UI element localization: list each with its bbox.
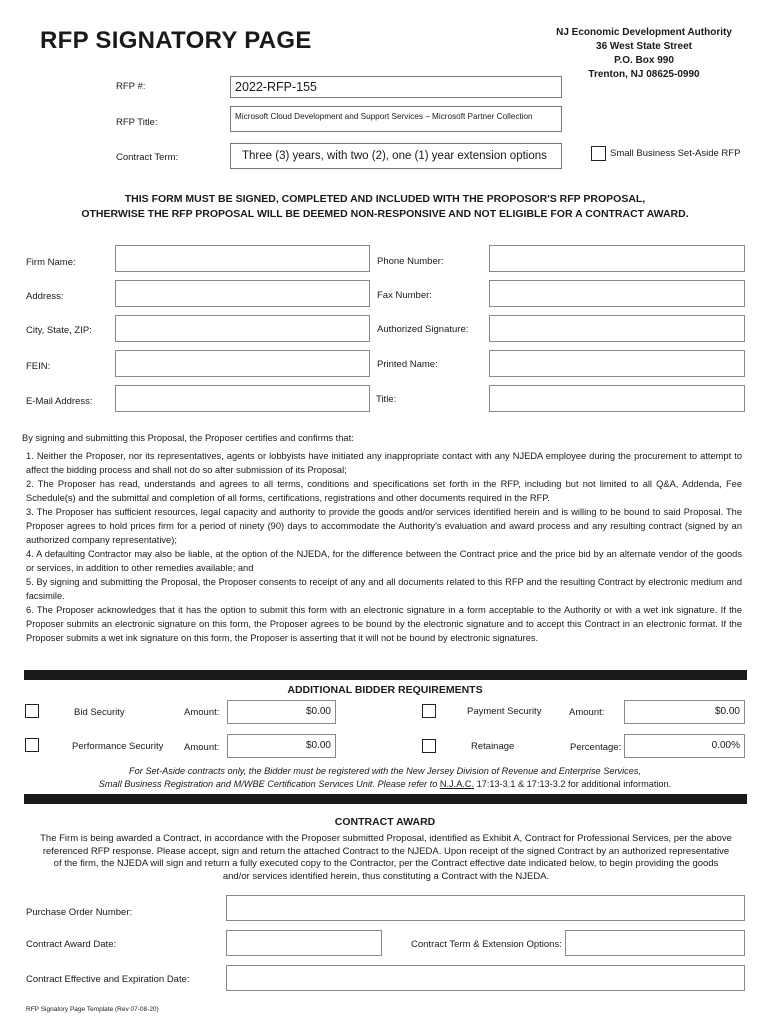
set-aside-note-line-1: For Set-Aside contracts only, the Bidder must be registered with the New Jersey Division of Revenue and Enterprise Services,	[128, 766, 641, 776]
performance-amount-field[interactable]: $0.00	[227, 734, 336, 758]
rfp-title-field[interactable]: Microsoft Cloud Development and Support Services – Microsoft Partner Collection	[230, 106, 562, 132]
email-label: E-Mail Address:	[26, 396, 93, 407]
bid-amount-label: Amount:	[184, 707, 220, 718]
org-street: 36 West State Street	[596, 41, 692, 52]
bid-security-label: Bid Security	[74, 707, 125, 718]
phone-label: Phone Number:	[377, 256, 444, 267]
certification-intro: By signing and submitting this Proposal, the Proposer certifies and confirms that:	[22, 433, 354, 443]
certification-item: 6. The Proposer acknowledges that it has the option to submit this form with an electronic signature in a form acceptable to the Authority or with a wet ink signature. If the Proposer submits an electronic signature on this form, the Proposer agrees to be bound by the electronic signature and to accept this Contract in an electronic format. If the Proposer submits a wet ink signature on this form, the Proposer is asserting that it will not be bound by electronic signatures.	[26, 605, 742, 643]
effective-expiration-input[interactable]	[226, 965, 745, 991]
certification-item: 1. Neither the Proposer, nor its representatives, agents or lobbyists have initiated any inappropriate contact with any NJEDA employee during the procurement to attempt to affect the bidding process and shall not do so after submission of its Proposal;	[26, 451, 742, 475]
retainage-label: Retainage	[471, 741, 515, 752]
phone-input[interactable]	[489, 245, 745, 272]
city-state-zip-label: City, State, ZIP:	[26, 325, 92, 336]
contract-award-heading: CONTRACT AWARD	[334, 816, 436, 828]
page-title: RFP SIGNATORY PAGE	[40, 27, 312, 54]
printed-name-label: Printed Name:	[377, 359, 438, 370]
payment-amount-label: Amount:	[569, 707, 605, 718]
term-extension-input[interactable]	[565, 930, 745, 956]
certification-item: 4. A defaulting Contractor may also be liable, at the option of the NJEDA, for the difference between the Contract price and the price bid by an alternate vendor of the goods or services, in addition to other remedies available; and	[26, 549, 742, 573]
section-divider	[24, 670, 747, 680]
contract-award-text: The Firm is being awarded a Contract, in accordance with the Proposer submitted Proposal, identified as Exhibit A, Contract for Professional Services, per the above referenced RFP response. Please accept, sign and return the attached Contract to the NJEDA. Upon receipt of the signed Contract by an authorized representative of the firm, the NJEDA will sign and return a fully executed copy to the Contractor, per the Contract effective date indicated below, to begin providing the goods and/or services identified herein, thus constituting a Contract with the NJEDA.	[40, 833, 732, 882]
bid-amount-field[interactable]: $0.00	[227, 700, 336, 724]
note-text: 17:13-3.1 & 17:13-3.2 for additional information.	[474, 779, 672, 789]
njac-link[interactable]: N.J.A.C.	[439, 779, 475, 789]
fax-label: Fax Number:	[377, 290, 432, 301]
section-divider	[24, 794, 747, 804]
notice-line-1: THIS FORM MUST BE SIGNED, COMPLETED AND INCLUDED WITH THE PROPOSOR'S RFP PROPOSAL,	[124, 193, 646, 205]
certification-list	[26, 449, 742, 645]
firm-name-label: Firm Name:	[26, 257, 76, 268]
contract-term-label: Contract Term:	[116, 152, 179, 163]
additional-requirements-heading: ADDITIONAL BIDDER REQUIREMENTS	[287, 684, 483, 696]
payment-security-label: Payment Security	[467, 706, 542, 717]
org-city: Trenton, NJ 08625-0990	[588, 69, 700, 80]
authorized-signature-label: Authorized Signature:	[377, 324, 469, 335]
authorized-signature-input[interactable]	[489, 315, 745, 342]
org-address	[534, 26, 754, 82]
org-name: NJ Economic Development Authority	[556, 27, 732, 38]
po-number-label: Purchase Order Number:	[26, 907, 133, 918]
certification-item: 2. The Proposer has read, understands and agrees to all terms, conditions and specifications set forth in the RFP, including but not limited to all Q&A, Addenda, Fee Schedule(s) and the submittal and completion of all forms, certifications, registrations and other documents required in the RFP.	[26, 479, 742, 503]
notice-line-2: OTHERWISE THE RFP PROPOSAL WILL BE DEEMED NON-RESPONSIVE AND NOT ELIGIBLE FOR A CONTRACT AWARD.	[81, 208, 689, 220]
footer-template-rev: RFP Signatory Page Template (Rev 07-08-20)	[26, 1006, 159, 1013]
org-po-box: P.O. Box 990	[614, 55, 674, 66]
note-text: Small Business Registration and M/WBE Certification Services Unit. Please refer to	[98, 779, 440, 789]
address-input[interactable]	[115, 280, 370, 307]
fein-input[interactable]	[115, 350, 370, 377]
effective-expiration-label: Contract Effective and Expiration Date:	[26, 974, 190, 985]
performance-security-checkbox[interactable]	[25, 738, 39, 752]
payment-security-checkbox[interactable]	[422, 704, 436, 718]
fax-input[interactable]	[489, 280, 745, 307]
title-label: Title:	[376, 394, 397, 405]
performance-security-label: Performance Security	[72, 741, 164, 752]
printed-name-input[interactable]	[489, 350, 745, 377]
rfp-number-field[interactable]: 2022-RFP-155	[230, 76, 562, 98]
contract-term-field[interactable]: Three (3) years, with two (2), one (1) year extension options	[230, 143, 562, 169]
po-number-input[interactable]	[226, 895, 745, 921]
address-label: Address:	[26, 291, 64, 302]
rfp-title-label: RFP Title:	[116, 117, 158, 128]
retainage-checkbox[interactable]	[422, 739, 436, 753]
set-aside-note-line-2	[0, 779, 770, 789]
email-input[interactable]	[115, 385, 370, 412]
rfp-number-label: RFP #:	[116, 81, 146, 92]
performance-amount-label: Amount:	[184, 742, 220, 753]
set-aside-checkbox[interactable]	[591, 146, 606, 161]
bid-security-checkbox[interactable]	[25, 704, 39, 718]
award-date-input[interactable]	[226, 930, 382, 956]
fein-label: FEIN:	[26, 361, 51, 372]
set-aside-label: Small Business Set-Aside RFP	[610, 148, 741, 159]
term-extension-label: Contract Term & Extension Options:	[411, 939, 562, 950]
certification-item: 3. The Proposer has sufficient resources, legal capacity and authority to provide the goods and/or services identified herein and is willing to be bound to said Proposal. The Proposer agrees to hold prices firm for a period of ninety (90) days to accommodate the Authority's evaluation and award process and any resulting contract (signed by an authorized company representative);	[26, 507, 742, 545]
retainage-percentage-field[interactable]: 0.00%	[624, 734, 745, 758]
percentage-label: Percentage:	[570, 742, 622, 753]
payment-amount-field[interactable]: $0.00	[624, 700, 745, 724]
title-input[interactable]	[489, 385, 745, 412]
certification-item: 5. By signing and submitting the Proposal, the Proposer consents to receipt of any and all documents related to this RFP and the resulting Contract by electronic medium and facsimile.	[26, 577, 742, 601]
award-date-label: Contract Award Date:	[26, 939, 117, 950]
firm-name-input[interactable]	[115, 245, 370, 272]
city-state-zip-input[interactable]	[115, 315, 370, 342]
